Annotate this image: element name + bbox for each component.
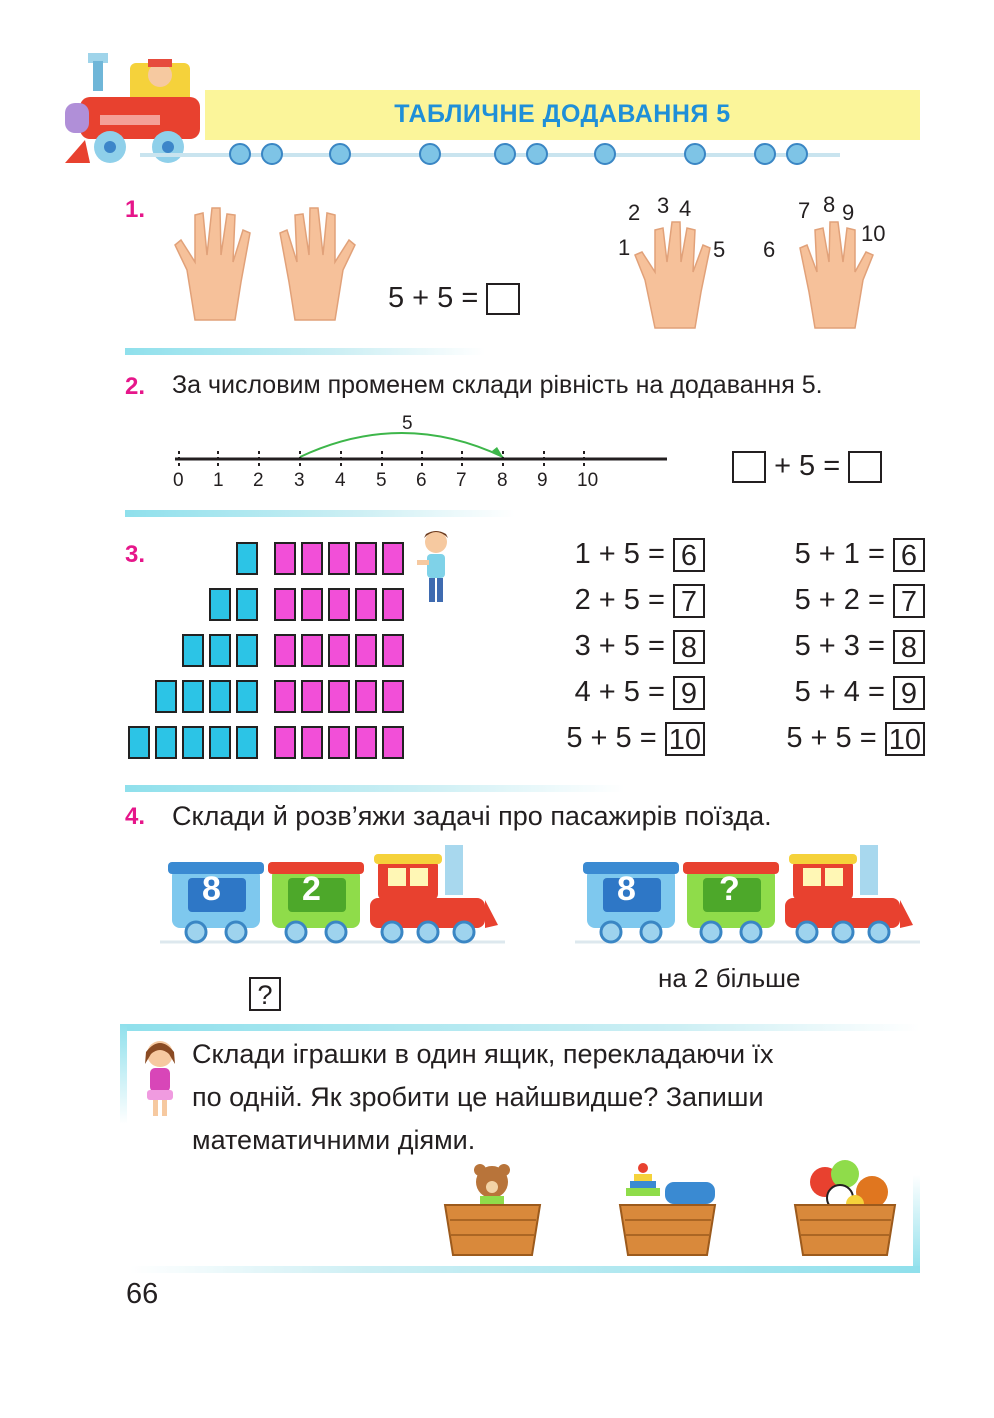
bonus-frame-top bbox=[120, 1024, 920, 1031]
cyan-block bbox=[209, 634, 231, 667]
equation-answer: 8 bbox=[893, 630, 925, 664]
header-wheels-decoration bbox=[140, 140, 840, 170]
tick-label: 9 bbox=[537, 470, 548, 491]
task-2-text: За числовим променем склади рівність на додавання 5. bbox=[172, 371, 823, 399]
finger-number: 7 bbox=[798, 198, 811, 223]
equation-answer: 9 bbox=[673, 676, 705, 710]
tick-label: 5 bbox=[376, 470, 387, 491]
finger-number: 9 bbox=[842, 200, 855, 225]
separator-line bbox=[125, 510, 515, 517]
task-3-number: 3. bbox=[125, 541, 146, 568]
finger-number: 3 bbox=[657, 193, 670, 218]
equation-expression: 5 + 2 = bbox=[794, 584, 885, 616]
equation-answer: 6 bbox=[893, 538, 925, 572]
bonus-frame-bottom bbox=[130, 1266, 920, 1273]
car-count: 2 bbox=[302, 870, 321, 908]
equation-expression: 2 + 5 = bbox=[574, 584, 665, 616]
bonus-task-text bbox=[192, 1033, 900, 1162]
equation-row bbox=[545, 584, 705, 630]
task-2-equation bbox=[732, 450, 882, 483]
equation-expression: 5 + 1 = bbox=[794, 538, 885, 570]
task-2-number: 2. bbox=[125, 373, 146, 400]
tick-label: 3 bbox=[294, 470, 305, 491]
cyan-block bbox=[182, 680, 204, 713]
tick-label: 10 bbox=[577, 470, 599, 491]
task-4-caption: на 2 більше bbox=[658, 963, 801, 993]
cyan-block bbox=[182, 634, 204, 667]
equation-expression: 5 + 5 = bbox=[566, 722, 657, 754]
task-1-number: 1. bbox=[125, 196, 146, 223]
equation-expression: 4 + 5 = bbox=[574, 676, 665, 708]
cyan-block bbox=[155, 680, 177, 713]
finger-number: 10 bbox=[861, 221, 886, 246]
task-4-text: Склади й розв’яжи задачі про пасажирів поїзда. bbox=[172, 801, 772, 831]
task-1-equation bbox=[388, 282, 520, 315]
bonus-line: математичними діями. bbox=[192, 1125, 476, 1155]
separator-line bbox=[125, 785, 625, 792]
equation-expression: 5 + 4 = bbox=[794, 676, 885, 708]
tick-label: 0 bbox=[173, 470, 184, 491]
bonus-line: Склади іграшки в один ящик, перекладаючи їх bbox=[192, 1039, 774, 1069]
cyan-block bbox=[182, 726, 204, 759]
girl-illustration bbox=[135, 1038, 185, 1120]
task-2-first-box[interactable] bbox=[732, 451, 766, 483]
task-2-answer-box[interactable] bbox=[848, 451, 882, 483]
cyan-block bbox=[236, 542, 258, 575]
finger-number: 5 bbox=[713, 237, 726, 262]
bonus-line: по одній. Як зробити це найшвидше? Запиши bbox=[192, 1082, 764, 1112]
tick-label: 6 bbox=[416, 470, 427, 491]
cyan-block bbox=[155, 726, 177, 759]
equation-row bbox=[765, 676, 925, 722]
equation-row bbox=[765, 538, 925, 584]
equation-row bbox=[545, 722, 705, 768]
equation-row bbox=[765, 722, 925, 768]
car-count: 8 bbox=[202, 870, 221, 908]
equation-answer: 10 bbox=[665, 722, 705, 756]
finger-number: 8 bbox=[823, 192, 836, 217]
cyan-block bbox=[209, 588, 231, 621]
boy-illustration bbox=[412, 528, 457, 608]
tick-label: 7 bbox=[456, 470, 467, 491]
cyan-block bbox=[236, 634, 258, 667]
tick-label: 2 bbox=[253, 470, 264, 491]
cyan-block bbox=[236, 680, 258, 713]
finger-number: 1 bbox=[618, 235, 631, 260]
task-2-expression: + 5 = bbox=[774, 450, 841, 482]
equation-row bbox=[545, 538, 705, 584]
equation-expression: 3 + 5 = bbox=[574, 630, 665, 662]
equations-right-column bbox=[765, 538, 925, 768]
equation-row bbox=[765, 630, 925, 676]
finger-numbers bbox=[615, 190, 905, 270]
finger-number: 2 bbox=[628, 200, 641, 225]
finger-number: 6 bbox=[763, 237, 776, 262]
task-1-expression: 5 + 5 = bbox=[388, 282, 479, 314]
equation-row bbox=[545, 676, 705, 722]
equation-answer: 9 bbox=[893, 676, 925, 710]
equation-expression: 5 + 3 = bbox=[794, 630, 885, 662]
page-title: ТАБЛИЧНЕ ДОДАВАННЯ 5 bbox=[394, 100, 731, 128]
task-4-number: 4. bbox=[125, 803, 146, 830]
equation-answer: 10 bbox=[885, 722, 925, 756]
car-count: 8 bbox=[617, 870, 636, 908]
cyan-block bbox=[236, 726, 258, 759]
task-4-question-box: ? bbox=[249, 977, 281, 1011]
toy-boxes-illustration bbox=[440, 1160, 920, 1260]
number-line-ticks bbox=[173, 470, 633, 494]
cyan-block bbox=[128, 726, 150, 759]
equation-expression: 1 + 5 = bbox=[574, 538, 665, 570]
equation-answer: 6 bbox=[673, 538, 705, 572]
tick-label: 4 bbox=[335, 470, 346, 491]
task-1-answer-box[interactable] bbox=[486, 283, 520, 315]
cyan-block bbox=[209, 680, 231, 713]
finger-number: 4 bbox=[679, 196, 692, 221]
tick-label: 8 bbox=[497, 470, 508, 491]
car-count: ? bbox=[719, 870, 740, 908]
bonus-frame-left bbox=[120, 1024, 127, 1124]
page-number: 66 bbox=[126, 1278, 159, 1310]
separator-line bbox=[125, 348, 485, 355]
equation-answer: 8 bbox=[673, 630, 705, 664]
equation-answer: 7 bbox=[893, 584, 925, 618]
equation-answer: 7 bbox=[673, 584, 705, 618]
arc-label: 5 bbox=[402, 413, 413, 434]
equations-left-column bbox=[545, 538, 705, 768]
cyan-block bbox=[209, 726, 231, 759]
cyan-block bbox=[236, 588, 258, 621]
hands-illustration bbox=[165, 200, 365, 325]
equation-row bbox=[765, 584, 925, 630]
equation-expression: 5 + 5 = bbox=[786, 722, 877, 754]
equation-row bbox=[545, 630, 705, 676]
tick-label: 1 bbox=[213, 470, 224, 491]
